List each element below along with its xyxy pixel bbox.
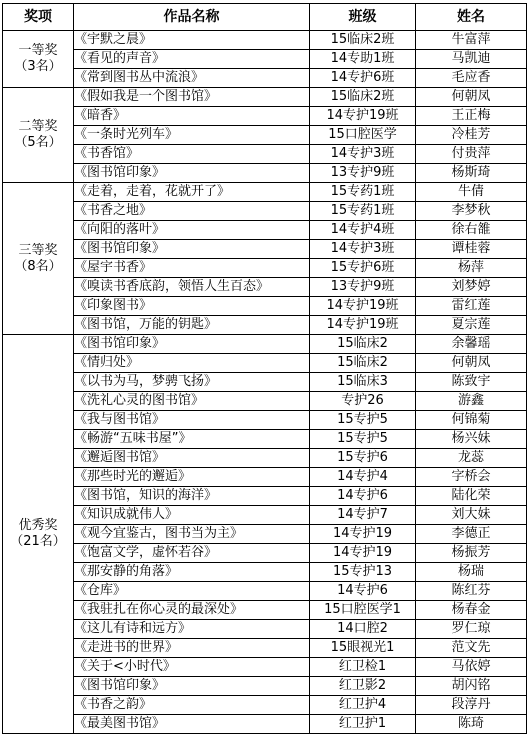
student-name: 牛倩 <box>416 183 527 202</box>
table-row <box>3 449 527 468</box>
student-name: 谭桂蓉 <box>416 240 527 259</box>
class-name: 15临床3 <box>310 373 416 392</box>
table-row <box>3 316 527 335</box>
class-name: 14专护4 <box>310 468 416 487</box>
awards-table-body <box>3 31 527 734</box>
table-row <box>3 107 527 126</box>
table-row <box>3 126 527 145</box>
student-name: 游鑫 <box>416 392 527 411</box>
student-name: 陈红芬 <box>416 582 527 601</box>
work-title: 《关于<小时代》 <box>74 658 310 677</box>
award-level: 一等奖 <box>18 43 58 58</box>
table-row <box>3 335 527 354</box>
work-title: 《嗅读书香底韵，领悟人生百态》 <box>74 278 310 297</box>
student-name: 李德正 <box>416 525 527 544</box>
table-row <box>3 487 527 506</box>
work-title: 《图书馆印象》 <box>74 677 310 696</box>
work-title: 《以书为马，梦骋飞扬》 <box>74 373 310 392</box>
table-row <box>3 468 527 487</box>
work-title: 《常到图书丛中流浪》 <box>74 69 310 88</box>
student-name: 余馨瑶 <box>416 335 527 354</box>
header-work: 作品名称 <box>74 4 310 31</box>
work-title: 《饱富文学，虚怀若谷》 <box>74 544 310 563</box>
class-name: 15专护6 <box>310 449 416 468</box>
work-title: 《屋宇书香》 <box>74 259 310 278</box>
header-row <box>3 4 527 31</box>
student-name: 罗仁琼 <box>416 620 527 639</box>
student-name: 马依婷 <box>416 658 527 677</box>
table-row <box>3 411 527 430</box>
work-title: 《图书馆印象》 <box>74 240 310 259</box>
award-group-cell <box>3 335 74 734</box>
class-name: 15专药1班 <box>310 183 416 202</box>
work-title: 《那些时光的邂逅》 <box>74 468 310 487</box>
table-row <box>3 430 527 449</box>
class-name: 15口腔医学 <box>310 126 416 145</box>
class-name: 15临床2班 <box>310 31 416 50</box>
student-name: 字桥会 <box>416 468 527 487</box>
table-row <box>3 563 527 582</box>
work-title: 《向阳的落叶》 <box>74 221 310 240</box>
award-count: （8名） <box>14 258 62 274</box>
award-group-cell <box>3 183 74 335</box>
work-title: 《走进书的世界》 <box>74 639 310 658</box>
class-name: 专护26 <box>310 392 416 411</box>
student-name: 范文先 <box>416 639 527 658</box>
table-row <box>3 639 527 658</box>
class-name: 15临床2班 <box>310 88 416 107</box>
student-name: 杨兴妹 <box>416 430 527 449</box>
class-name: 15临床2 <box>310 354 416 373</box>
table-row <box>3 525 527 544</box>
student-name: 牛富萍 <box>416 31 527 50</box>
table-row <box>3 506 527 525</box>
table-row <box>3 145 527 164</box>
student-name: 杨振芳 <box>416 544 527 563</box>
class-name: 14专护6班 <box>310 69 416 88</box>
work-title: 《畅游“五味书屋”》 <box>74 430 310 449</box>
student-name: 杨斯琦 <box>416 164 527 183</box>
table-row <box>3 278 527 297</box>
class-name: 15专护13 <box>310 563 416 582</box>
student-name: 夏宗莲 <box>416 316 527 335</box>
student-name: 杨春金 <box>416 601 527 620</box>
student-name: 冷桂芳 <box>416 126 527 145</box>
student-name: 何锦菊 <box>416 411 527 430</box>
class-name: 红卫影2 <box>310 677 416 696</box>
student-name: 毛应香 <box>416 69 527 88</box>
table-row <box>3 259 527 278</box>
student-name: 徐右雒 <box>416 221 527 240</box>
work-title: 《邂逅图书馆》 <box>74 449 310 468</box>
class-name: 14专护19 <box>310 544 416 563</box>
award-count: （21名） <box>10 534 66 549</box>
class-name: 14专护7 <box>310 506 416 525</box>
class-name: 13专护9班 <box>310 278 416 297</box>
work-title: 《暗香》 <box>74 107 310 126</box>
class-name: 14专护6 <box>310 582 416 601</box>
class-name: 14专护19班 <box>310 316 416 335</box>
table-row <box>3 183 527 202</box>
work-title: 《书香之韵》 <box>74 696 310 715</box>
class-name: 14专护4班 <box>310 221 416 240</box>
table-row <box>3 354 527 373</box>
work-title: 《走着，走着，花就开了》 <box>74 183 310 202</box>
work-title: 《最美图书馆》 <box>74 715 310 734</box>
work-title: 《情归处》 <box>74 354 310 373</box>
work-title: 《知识成就伟人》 <box>74 506 310 525</box>
class-name: 14专护19班 <box>310 297 416 316</box>
table-row <box>3 50 527 69</box>
student-name: 陆化荣 <box>416 487 527 506</box>
work-title: 《仓库》 <box>74 582 310 601</box>
table-row <box>3 601 527 620</box>
student-name: 雷红莲 <box>416 297 527 316</box>
award-group-cell <box>3 88 74 183</box>
class-name: 14专护6 <box>310 487 416 506</box>
student-name: 龙蕊 <box>416 449 527 468</box>
student-name: 马凯迪 <box>416 50 527 69</box>
class-name: 14专护19 <box>310 525 416 544</box>
student-name: 段淳丹 <box>416 696 527 715</box>
award-group-cell <box>3 31 74 88</box>
class-name: 15专护6班 <box>310 259 416 278</box>
student-name: 王正梅 <box>416 107 527 126</box>
class-name: 14专护19班 <box>310 107 416 126</box>
header-class: 班级 <box>310 4 416 31</box>
award-level: 二等奖 <box>18 119 58 134</box>
class-name: 15眼视光1 <box>310 639 416 658</box>
table-row <box>3 658 527 677</box>
student-name: 刘梦婷 <box>416 278 527 297</box>
table-row <box>3 582 527 601</box>
work-title: 《一条时光列车》 <box>74 126 310 145</box>
table-row <box>3 31 527 50</box>
work-title: 《图书馆，万能的钥匙》 <box>74 316 310 335</box>
student-name: 付贵萍 <box>416 145 527 164</box>
awards-table <box>2 3 527 734</box>
work-title: 《图书馆，知识的海洋》 <box>74 487 310 506</box>
table-row <box>3 69 527 88</box>
work-title: 《印象图书》 <box>74 297 310 316</box>
work-title: 《看见的声音》 <box>74 50 310 69</box>
table-row <box>3 696 527 715</box>
table-row <box>3 544 527 563</box>
student-name: 胡闪铭 <box>416 677 527 696</box>
work-title: 《我驻扎在你心灵的最深处》 <box>74 601 310 620</box>
class-name: 红卫检1 <box>310 658 416 677</box>
work-title: 《书香馆》 <box>74 145 310 164</box>
student-name: 陈致宇 <box>416 373 527 392</box>
table-row <box>3 297 527 316</box>
work-title: 《图书馆印象》 <box>74 335 310 354</box>
work-title: 《洗礼心灵的图书馆》 <box>74 392 310 411</box>
student-name: 杨瑞 <box>416 563 527 582</box>
header-award: 奖项 <box>3 4 74 31</box>
class-name: 15专药1班 <box>310 202 416 221</box>
class-name: 15口腔医学1 <box>310 601 416 620</box>
class-name: 15专护5 <box>310 430 416 449</box>
table-row <box>3 392 527 411</box>
table-row <box>3 677 527 696</box>
header-name: 姓名 <box>416 4 527 31</box>
work-title: 《书香之地》 <box>74 202 310 221</box>
table-row <box>3 620 527 639</box>
class-name: 14专护3班 <box>310 145 416 164</box>
table-row <box>3 221 527 240</box>
table-row <box>3 88 527 107</box>
table-row <box>3 202 527 221</box>
award-level: 优秀奖 <box>18 518 58 533</box>
class-name: 14专助1班 <box>310 50 416 69</box>
work-title: 《宇默之晨》 <box>74 31 310 50</box>
student-name: 刘大妹 <box>416 506 527 525</box>
table-row <box>3 373 527 392</box>
work-title: 《那安静的角落》 <box>74 563 310 582</box>
class-name: 14专护3班 <box>310 240 416 259</box>
work-title: 《图书馆印象》 <box>74 164 310 183</box>
award-count: （3名） <box>14 59 62 74</box>
class-name: 15临床2 <box>310 335 416 354</box>
work-title: 《假如我是一个图书馆》 <box>74 88 310 107</box>
class-name: 红卫护1 <box>310 715 416 734</box>
work-title: 《我与图书馆》 <box>74 411 310 430</box>
award-count: （5名） <box>14 135 62 150</box>
table-row <box>3 715 527 734</box>
work-title: 《观今宜鉴古，图书当为主》 <box>74 525 310 544</box>
student-name: 杨萍 <box>416 259 527 278</box>
class-name: 15专护5 <box>310 411 416 430</box>
class-name: 13专护9班 <box>310 164 416 183</box>
award-level: 三等奖 <box>18 242 58 258</box>
class-name: 红卫护4 <box>310 696 416 715</box>
class-name: 14口腔2 <box>310 620 416 639</box>
student-name: 何朝凤 <box>416 354 527 373</box>
table-row <box>3 164 527 183</box>
table-row <box>3 240 527 259</box>
student-name: 陈琦 <box>416 715 527 734</box>
student-name: 何朝凤 <box>416 88 527 107</box>
work-title: 《这儿有诗和远方》 <box>74 620 310 639</box>
student-name: 李梦秋 <box>416 202 527 221</box>
